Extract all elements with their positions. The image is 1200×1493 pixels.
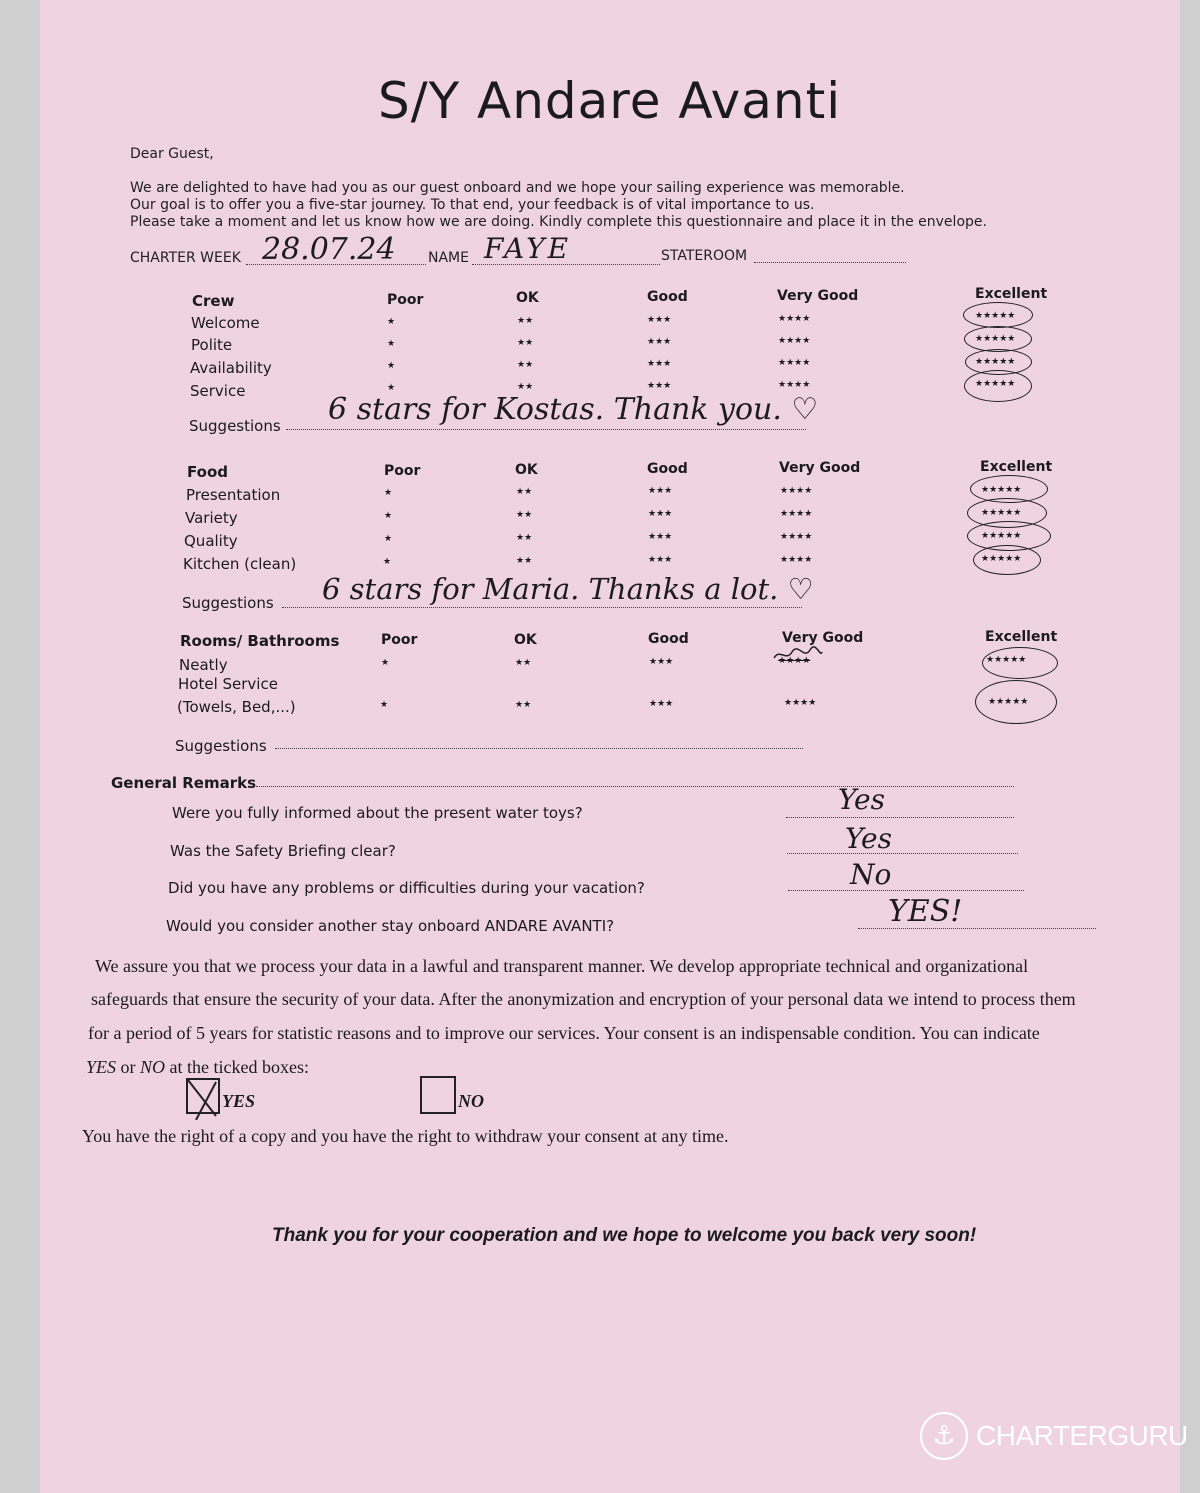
crew-row-service: Service (190, 382, 246, 400)
rooms-neatly-selected-circle (982, 647, 1058, 679)
crew-suggestions-line (286, 429, 806, 430)
food-variety-ok[interactable]: ★★ (516, 510, 533, 520)
food-quality-poor[interactable]: ★ (384, 534, 393, 544)
crew-availability-good[interactable]: ★★★ (647, 359, 672, 369)
food-suggestions-label: Suggestions (182, 594, 274, 612)
crew-service-poor[interactable]: ★ (387, 383, 396, 393)
privacy-rest: at the ticked boxes: (169, 1057, 309, 1077)
consent-yes-checkbox[interactable] (186, 1078, 220, 1114)
crew-welcome-very-good[interactable]: ★★★★ (778, 314, 811, 324)
question-safety-briefing: Was the Safety Briefing clear? (170, 842, 396, 860)
rooms-col-poor: Poor (381, 632, 418, 648)
crew-service-ok[interactable]: ★★ (517, 382, 534, 392)
scribble-mark (772, 646, 824, 664)
crew-service-very-good[interactable]: ★★★★ (778, 380, 811, 390)
crew-welcome-selected-circle (963, 302, 1033, 328)
answer-line-water-toys (786, 817, 1014, 818)
rooms-service-very-good[interactable]: ★★★★ (784, 698, 817, 708)
rooms-row-neatly: Neatly (179, 656, 228, 674)
crew-service-selected-circle (964, 370, 1032, 402)
crew-welcome-ok[interactable]: ★★ (517, 316, 534, 326)
answer-water-toys[interactable]: Yes (838, 783, 885, 816)
privacy-no-word: NO (140, 1057, 166, 1077)
rooms-neatly-poor[interactable]: ★ (381, 658, 390, 668)
rooms-col-good: Good (648, 631, 689, 647)
privacy-or-word: or (120, 1057, 136, 1077)
answer-line-safety-briefing (787, 853, 1018, 854)
rooms-col-excellent: Excellent (985, 629, 1058, 645)
answer-another-stay[interactable]: YES! (888, 894, 963, 929)
food-suggestions-value[interactable]: 6 stars for Maria. Thanks a lot. ♡ (322, 572, 814, 606)
crew-welcome-excellent[interactable]: ★★★★★ (975, 311, 1016, 321)
general-remarks-line[interactable] (256, 786, 1014, 787)
stateroom-label: STATEROOM (661, 248, 748, 264)
food-kitchen-good[interactable]: ★★★ (648, 555, 673, 565)
food-row-kitchen: Kitchen (clean) (183, 555, 297, 573)
crew-col-excellent: Excellent (975, 286, 1048, 302)
crew-availability-very-good[interactable]: ★★★★ (778, 358, 811, 368)
food-kitchen-very-good[interactable]: ★★★★ (780, 555, 813, 565)
intro-line-1: We are delighted to have had you as our guest onboard and we hope your sailing experience was memorable. (130, 180, 905, 196)
consent-yes-label: YES (222, 1091, 256, 1111)
rooms-row-hotel-service: Hotel Service (178, 675, 278, 693)
crew-service-good[interactable]: ★★★ (647, 381, 672, 391)
crew-col-ok: OK (516, 290, 539, 306)
intro-line-2: Our goal is to offer you a five-star journey. To that end, your feedback is of vital importance to us. (130, 197, 815, 213)
name-value: FAYE (484, 232, 572, 265)
food-row-presentation: Presentation (186, 486, 281, 504)
consent-no-checkbox[interactable] (420, 1076, 456, 1114)
answer-problems[interactable]: No (850, 858, 892, 891)
food-col-good: Good (647, 461, 688, 477)
food-quality-good[interactable]: ★★★ (648, 532, 673, 542)
answer-safety-briefing[interactable]: Yes (845, 822, 892, 855)
crew-welcome-poor[interactable]: ★ (387, 317, 396, 327)
crew-row-polite: Polite (191, 336, 233, 354)
food-quality-ok[interactable]: ★★ (516, 533, 533, 543)
crew-title: Crew (192, 292, 235, 310)
rooms-row-towels-bed: (Towels, Bed,...) (177, 698, 296, 716)
rooms-neatly-good[interactable]: ★★★ (649, 657, 674, 667)
question-water-toys: Were you fully informed about the present water toys? (172, 804, 583, 822)
greeting: Dear Guest, (130, 146, 214, 162)
food-variety-good[interactable]: ★★★ (648, 509, 673, 519)
crew-col-poor: Poor (387, 292, 424, 308)
food-presentation-good[interactable]: ★★★ (648, 486, 673, 496)
check-x-mark-icon (184, 1076, 220, 1120)
crew-polite-excellent[interactable]: ★★★★★ (975, 334, 1016, 344)
charter-week-value: 28.07.24 (262, 232, 396, 267)
crew-suggestions-value[interactable]: 6 stars for Kostas. Thank you. ♡ (328, 392, 819, 427)
crew-polite-poor[interactable]: ★ (387, 339, 396, 349)
charter-week-label: CHARTER WEEK (130, 250, 241, 266)
consent-no-label: NO (458, 1091, 484, 1111)
food-kitchen-ok[interactable]: ★★ (516, 556, 533, 566)
intro-line-3: Please take a moment and let us know how we are doing. Kindly complete this questionnaire and place it in the envelope. (130, 214, 987, 230)
answer-line-problems (788, 890, 1024, 891)
privacy-line-1: We assure you that we process your data in a lawful and transparent manner. We develop appropriate technical and organizational (95, 956, 1029, 976)
crew-service-excellent[interactable]: ★★★★★ (975, 379, 1016, 389)
privacy-yes-word: YES (86, 1057, 117, 1077)
rooms-col-very-good: Very Good (782, 630, 864, 646)
question-another-stay: Would you consider another stay onboard ANDARE AVANTI? (166, 917, 615, 935)
food-kitchen-poor[interactable]: ★ (383, 557, 392, 567)
rooms-service-good[interactable]: ★★★ (649, 699, 674, 709)
privacy-line-2: safeguards that ensure the security of your data. After the anonymization and encryption of your personal data we intend to process them (91, 989, 1076, 1009)
crew-col-very-good: Very Good (777, 288, 859, 304)
food-variety-poor[interactable]: ★ (384, 511, 393, 521)
charterguru-watermark (920, 1412, 1188, 1460)
crew-polite-very-good[interactable]: ★★★★ (778, 336, 811, 346)
rooms-suggestions-label: Suggestions (175, 737, 267, 755)
crew-polite-good[interactable]: ★★★ (647, 337, 672, 347)
food-title: Food (187, 463, 228, 481)
food-row-quality: Quality (184, 532, 238, 550)
crew-col-good: Good (647, 289, 688, 305)
rooms-neatly-ok[interactable]: ★★ (515, 658, 532, 668)
crew-polite-ok[interactable]: ★★ (517, 338, 534, 348)
food-variety-excellent[interactable]: ★★★★★ (981, 508, 1022, 518)
food-presentation-excellent[interactable]: ★★★★★ (981, 485, 1022, 495)
food-quality-very-good[interactable]: ★★★★ (780, 532, 813, 542)
rooms-service-selected-circle (975, 680, 1057, 724)
food-kitchen-selected-circle (973, 545, 1041, 575)
rooms-service-ok[interactable]: ★★ (515, 700, 532, 710)
privacy-line-4 (86, 1057, 309, 1078)
crew-row-availability: Availability (190, 359, 272, 377)
anchor-icon: ⚓ (920, 1412, 968, 1460)
food-col-ok: OK (515, 462, 538, 478)
food-kitchen-excellent[interactable]: ★★★★★ (981, 554, 1022, 564)
food-col-poor: Poor (384, 463, 421, 479)
withdraw-text: You have the right of a copy and you have the right to withdraw your consent at any time. (82, 1126, 729, 1146)
food-variety-very-good[interactable]: ★★★★ (780, 509, 813, 519)
question-problems: Did you have any problems or difficulties during your vacation? (168, 879, 645, 897)
rooms-service-excellent[interactable]: ★★★★★ (988, 697, 1029, 707)
food-suggestions-line (282, 607, 802, 608)
rooms-service-poor[interactable]: ★ (380, 700, 389, 710)
thanks-text: Thank you for your cooperation and we hope to welcome you back very soon! (272, 1225, 977, 1246)
privacy-line-3: for a period of 5 years for statistic reasons and to improve our services. Your consent is an indispensable condition. You can indicate (88, 1023, 1040, 1043)
crew-availability-excellent[interactable]: ★★★★★ (975, 357, 1016, 367)
crew-availability-poor[interactable]: ★ (387, 361, 396, 371)
rooms-title: Rooms/ Bathrooms (180, 632, 340, 650)
rooms-col-ok: OK (514, 632, 537, 648)
crew-availability-ok[interactable]: ★★ (517, 360, 534, 370)
food-quality-excellent[interactable]: ★★★★★ (981, 531, 1022, 541)
stateroom-line (754, 262, 906, 263)
crew-welcome-good[interactable]: ★★★ (647, 315, 672, 325)
food-presentation-ok[interactable]: ★★ (516, 487, 533, 497)
watermark-text: CHARTERGURU (976, 1420, 1188, 1451)
rooms-neatly-very-good[interactable]: ★★★★ (778, 656, 811, 666)
rooms-suggestions-line[interactable] (275, 748, 803, 749)
food-presentation-very-good[interactable]: ★★★★ (780, 486, 813, 496)
crew-row-welcome: Welcome (191, 314, 260, 332)
rooms-neatly-excellent[interactable]: ★★★★★ (986, 655, 1027, 665)
crew-suggestions-label: Suggestions (189, 417, 281, 435)
general-remarks-label: General Remarks (111, 774, 256, 792)
food-row-variety: Variety (185, 509, 238, 527)
food-presentation-poor[interactable]: ★ (384, 488, 393, 498)
food-col-excellent: Excellent (980, 459, 1053, 475)
name-label: NAME (428, 250, 469, 266)
page-title: S/Y Andare Avanti (378, 72, 842, 130)
food-col-very-good: Very Good (779, 460, 861, 476)
